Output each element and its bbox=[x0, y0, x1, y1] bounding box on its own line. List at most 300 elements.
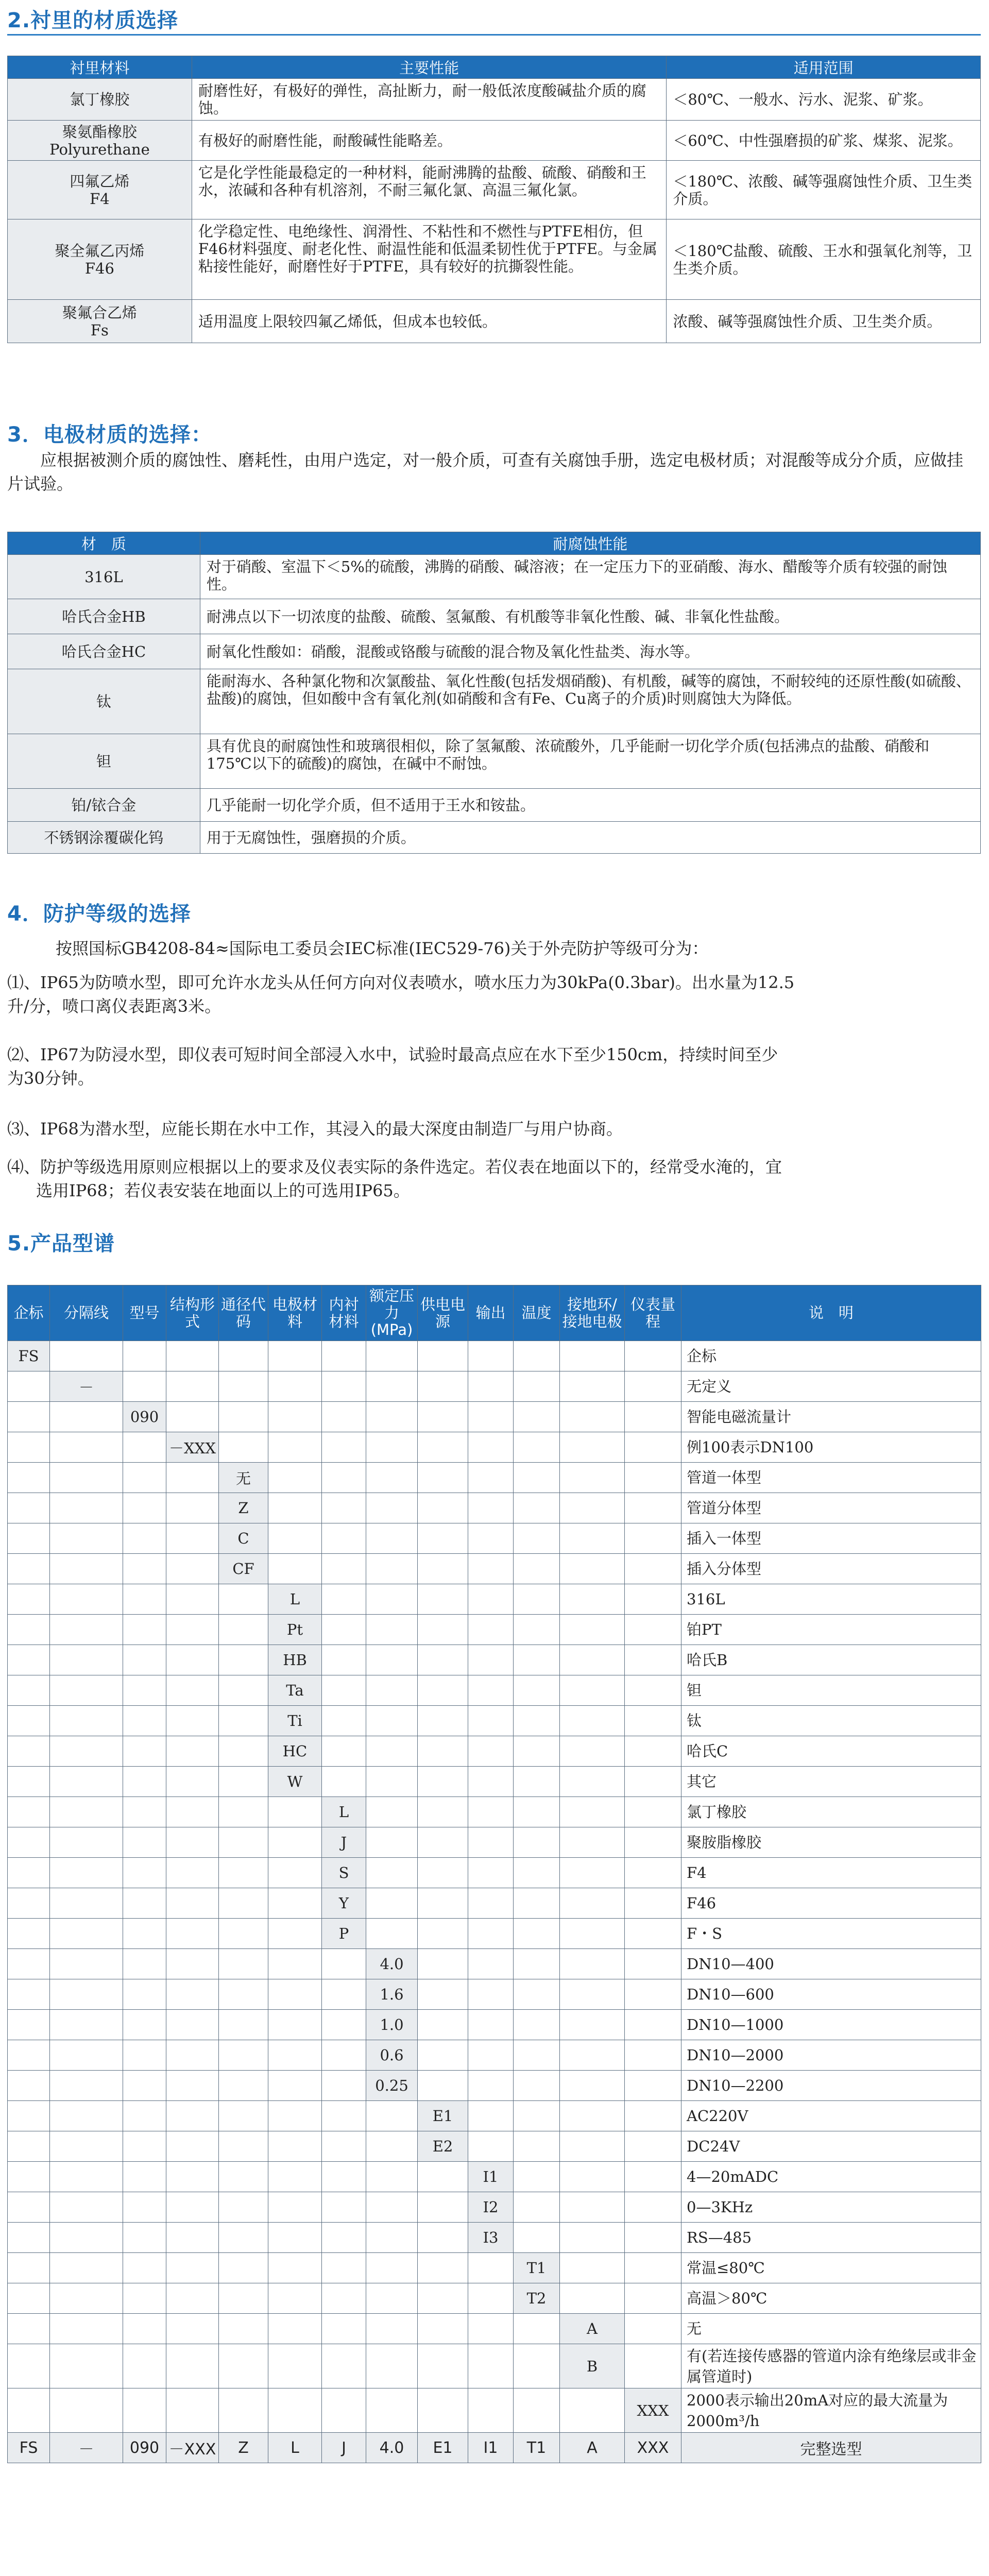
table-row bbox=[8, 121, 981, 161]
empty-cell bbox=[366, 1706, 418, 1736]
empty-cell bbox=[50, 2314, 123, 2344]
empty-cell bbox=[50, 2223, 123, 2253]
empty-cell bbox=[166, 1371, 219, 1402]
table-row bbox=[8, 1949, 981, 1979]
table-row bbox=[8, 1371, 981, 1402]
empty-cell bbox=[322, 1706, 366, 1736]
empty-cell bbox=[123, 1706, 166, 1736]
empty-cell bbox=[219, 1827, 268, 1858]
material-cell: 聚氟合乙烯 Fs bbox=[8, 300, 192, 343]
empty-cell bbox=[123, 1341, 166, 1371]
empty-cell bbox=[514, 1858, 560, 1888]
table-row bbox=[8, 300, 981, 343]
empty-cell bbox=[219, 1797, 268, 1827]
col-header: 适用范围 bbox=[667, 56, 981, 79]
empty-cell bbox=[50, 2344, 123, 2388]
empty-cell bbox=[514, 2223, 560, 2253]
empty-cell bbox=[514, 1554, 560, 1584]
empty-cell bbox=[166, 2283, 219, 2314]
empty-cell bbox=[366, 2344, 418, 2388]
empty-cell bbox=[560, 1858, 625, 1888]
empty-cell bbox=[418, 2388, 468, 2433]
empty-cell bbox=[50, 1341, 123, 1371]
item-text-cont: 为30分钟。 bbox=[7, 1069, 94, 1088]
description-cell: 铂PT bbox=[681, 1615, 981, 1645]
empty-cell bbox=[268, 1341, 322, 1371]
empty-cell bbox=[366, 1341, 418, 1371]
empty-cell bbox=[468, 2283, 514, 2314]
empty-cell bbox=[50, 1584, 123, 1615]
empty-cell bbox=[8, 1919, 50, 1949]
empty-cell bbox=[219, 1767, 268, 1797]
empty-cell bbox=[560, 1341, 625, 1371]
empty-cell bbox=[625, 2040, 681, 2071]
empty-cell bbox=[268, 2283, 322, 2314]
empty-cell bbox=[322, 2071, 366, 2101]
empty-cell bbox=[514, 1736, 560, 1767]
empty-cell bbox=[322, 1615, 366, 1645]
empty-cell bbox=[268, 2314, 322, 2344]
col-header: 分隔线 bbox=[50, 1285, 123, 1341]
empty-cell bbox=[418, 1371, 468, 1402]
empty-cell bbox=[560, 2192, 625, 2223]
empty-cell bbox=[219, 2314, 268, 2344]
empty-cell bbox=[123, 1827, 166, 1858]
empty-cell bbox=[322, 2131, 366, 2162]
empty-cell bbox=[166, 2388, 219, 2433]
final-code-cell: T1 bbox=[514, 2433, 560, 2463]
item-number: ⑴、 bbox=[7, 973, 41, 992]
empty-cell bbox=[468, 1919, 514, 1949]
empty-cell bbox=[514, 1675, 560, 1706]
empty-cell bbox=[50, 1919, 123, 1949]
empty-cell bbox=[322, 1675, 366, 1706]
empty-cell bbox=[625, 1736, 681, 1767]
table-row bbox=[8, 219, 981, 300]
section-title-model: 5.产品型谱 bbox=[7, 1232, 115, 1256]
empty-cell bbox=[366, 1554, 418, 1584]
material-cell: 钽 bbox=[8, 734, 200, 789]
empty-cell bbox=[8, 1615, 50, 1645]
empty-cell bbox=[418, 1341, 468, 1371]
empty-cell bbox=[418, 1827, 468, 1858]
description-cell: 企标 bbox=[681, 1341, 981, 1371]
empty-cell bbox=[366, 1675, 418, 1706]
empty-cell bbox=[8, 2101, 50, 2131]
empty-cell bbox=[560, 1371, 625, 1402]
section-title-lining: 2.衬里的材质选择 bbox=[7, 9, 179, 32]
empty-cell bbox=[625, 2253, 681, 2283]
empty-cell bbox=[468, 2344, 514, 2388]
empty-cell bbox=[123, 1675, 166, 1706]
empty-cell bbox=[50, 1858, 123, 1888]
empty-cell bbox=[219, 2283, 268, 2314]
empty-cell bbox=[322, 2314, 366, 2344]
empty-cell bbox=[468, 1979, 514, 2010]
empty-cell bbox=[268, 2192, 322, 2223]
table-row bbox=[8, 2010, 981, 2040]
empty-cell bbox=[268, 2162, 322, 2192]
code-cell: CF bbox=[219, 1554, 268, 1584]
empty-cell bbox=[418, 1584, 468, 1615]
material-cell: 不锈钢涂覆碳化钨 bbox=[8, 822, 200, 854]
code-cell: W bbox=[268, 1767, 322, 1797]
table-row bbox=[8, 1402, 981, 1432]
final-code-cell: FS bbox=[8, 2433, 50, 2463]
code-cell: A bbox=[560, 2314, 625, 2344]
empty-cell bbox=[219, 1341, 268, 1371]
table-row bbox=[8, 79, 981, 121]
code-cell: B bbox=[560, 2344, 625, 2388]
empty-cell bbox=[514, 1584, 560, 1615]
empty-cell bbox=[625, 2101, 681, 2131]
table-row bbox=[8, 2162, 981, 2192]
empty-cell bbox=[514, 1371, 560, 1402]
empty-cell bbox=[560, 1736, 625, 1767]
empty-cell bbox=[166, 1615, 219, 1645]
empty-cell bbox=[268, 1371, 322, 1402]
empty-cell bbox=[166, 2162, 219, 2192]
material-cell: 聚全氟乙丙烯 F46 bbox=[8, 219, 192, 300]
empty-cell bbox=[322, 1463, 366, 1493]
description-cell: 插入分体型 bbox=[681, 1554, 981, 1584]
table-row bbox=[8, 1645, 981, 1675]
table-row bbox=[8, 1341, 981, 1371]
empty-cell bbox=[123, 2162, 166, 2192]
final-code-cell: Z bbox=[219, 2433, 268, 2463]
performance-cell: 耐氧化性酸如：硝酸，混酸或铬酸与硫酸的混合物及氧化性盐类、海水等。 bbox=[200, 634, 980, 669]
table-row bbox=[8, 2101, 981, 2131]
empty-cell bbox=[468, 1615, 514, 1645]
empty-cell bbox=[219, 1675, 268, 1706]
table-row bbox=[8, 1584, 981, 1615]
empty-cell bbox=[219, 1919, 268, 1949]
empty-cell bbox=[625, 2223, 681, 2253]
empty-cell bbox=[166, 2223, 219, 2253]
empty-cell bbox=[418, 1767, 468, 1797]
empty-cell bbox=[560, 1888, 625, 1919]
empty-cell bbox=[560, 1493, 625, 1523]
empty-cell bbox=[166, 1645, 219, 1675]
empty-cell bbox=[268, 1797, 322, 1827]
empty-cell bbox=[8, 1736, 50, 1767]
table-row bbox=[8, 789, 981, 822]
empty-cell bbox=[8, 1584, 50, 1615]
empty-cell bbox=[468, 2010, 514, 2040]
code-cell: P bbox=[322, 1919, 366, 1949]
empty-cell bbox=[625, 1888, 681, 1919]
empty-cell bbox=[322, 1979, 366, 2010]
empty-cell bbox=[322, 1493, 366, 1523]
empty-cell bbox=[8, 2253, 50, 2283]
empty-cell bbox=[8, 1888, 50, 1919]
performance-cell: 化学稳定性、电绝缘性、润滑性、不粘性和不燃性与PTFE相仿，但F46材料强度、耐老化性、耐温性能和低温柔韧性优于PTFE。与金属粘接性能好，耐磨性好于PTFE，具有较好的抗撕裂性能。 bbox=[192, 219, 666, 300]
empty-cell bbox=[123, 2283, 166, 2314]
code-cell: Ta bbox=[268, 1675, 322, 1706]
empty-cell bbox=[366, 1493, 418, 1523]
empty-cell bbox=[50, 2040, 123, 2071]
table-row bbox=[8, 1858, 981, 1888]
material-cell: 氯丁橡胶 bbox=[8, 79, 192, 121]
empty-cell bbox=[123, 1767, 166, 1797]
item-number: ⑵、 bbox=[7, 1045, 41, 1064]
empty-cell bbox=[514, 2131, 560, 2162]
empty-cell bbox=[166, 1341, 219, 1371]
empty-cell bbox=[268, 2040, 322, 2071]
empty-cell bbox=[366, 2253, 418, 2283]
empty-cell bbox=[50, 1949, 123, 1979]
empty-cell bbox=[514, 1615, 560, 1645]
empty-cell bbox=[219, 1402, 268, 1432]
empty-cell bbox=[219, 1949, 268, 1979]
empty-cell bbox=[625, 1523, 681, 1554]
material-cell: 316L bbox=[8, 555, 200, 599]
scope-cell: ＜60℃、中性强磨损的矿浆、煤浆、泥浆。 bbox=[667, 121, 981, 161]
empty-cell bbox=[268, 2223, 322, 2253]
empty-cell bbox=[8, 1463, 50, 1493]
empty-cell bbox=[50, 2192, 123, 2223]
empty-cell bbox=[468, 1432, 514, 1463]
empty-cell bbox=[366, 1523, 418, 1554]
empty-cell bbox=[166, 1858, 219, 1888]
empty-cell bbox=[268, 1919, 322, 1949]
empty-cell bbox=[625, 1341, 681, 1371]
empty-cell bbox=[625, 2192, 681, 2223]
empty-cell bbox=[625, 1706, 681, 1736]
empty-cell bbox=[268, 2131, 322, 2162]
empty-cell bbox=[322, 1554, 366, 1584]
code-cell: T2 bbox=[514, 2283, 560, 2314]
final-selection-row bbox=[8, 2433, 981, 2463]
empty-cell bbox=[560, 1523, 625, 1554]
empty-cell bbox=[514, 1767, 560, 1797]
col-header: 企标 bbox=[8, 1285, 50, 1341]
empty-cell bbox=[219, 1645, 268, 1675]
empty-cell bbox=[50, 1432, 123, 1463]
code-cell: Ti bbox=[268, 1706, 322, 1736]
empty-cell bbox=[560, 1463, 625, 1493]
protection-item bbox=[7, 1117, 976, 1141]
empty-cell bbox=[123, 1463, 166, 1493]
description-cell: 智能电磁流量计 bbox=[681, 1402, 981, 1432]
table-row bbox=[8, 1919, 981, 1949]
code-cell: C bbox=[219, 1523, 268, 1554]
empty-cell bbox=[50, 1797, 123, 1827]
table-row bbox=[8, 2131, 981, 2162]
description-cell: 无定义 bbox=[681, 1371, 981, 1402]
description-cell: 无 bbox=[681, 2314, 981, 2344]
empty-cell bbox=[123, 1949, 166, 1979]
description-cell: 聚胺脂橡胶 bbox=[681, 1827, 981, 1858]
empty-cell bbox=[560, 2253, 625, 2283]
empty-cell bbox=[418, 1797, 468, 1827]
empty-cell bbox=[625, 2344, 681, 2388]
empty-cell bbox=[366, 1736, 418, 1767]
empty-cell bbox=[322, 2344, 366, 2388]
empty-cell bbox=[322, 2040, 366, 2071]
empty-cell bbox=[123, 1371, 166, 1402]
empty-cell bbox=[560, 1919, 625, 1949]
empty-cell bbox=[50, 2010, 123, 2040]
empty-cell bbox=[322, 2101, 366, 2131]
table-row bbox=[8, 1675, 981, 1706]
performance-cell: 对于硝酸、室温下＜5%的硫酸，沸腾的硝酸、碱溶液；在一定压力下的亚硝酸、海水、醋酸等介质有较强的耐蚀性。 bbox=[200, 555, 980, 599]
empty-cell bbox=[560, 1432, 625, 1463]
empty-cell bbox=[418, 2192, 468, 2223]
empty-cell bbox=[468, 2253, 514, 2283]
empty-cell bbox=[625, 1554, 681, 1584]
empty-cell bbox=[560, 1706, 625, 1736]
col-header: 接地环/接地电极 bbox=[560, 1285, 625, 1341]
empty-cell bbox=[514, 1463, 560, 1493]
empty-cell bbox=[418, 1432, 468, 1463]
final-code-cell: I1 bbox=[468, 2433, 514, 2463]
col-header: 结构形式 bbox=[166, 1285, 219, 1341]
empty-cell bbox=[560, 2283, 625, 2314]
empty-cell bbox=[468, 1463, 514, 1493]
empty-cell bbox=[625, 2131, 681, 2162]
empty-cell bbox=[366, 1402, 418, 1432]
empty-cell bbox=[123, 2314, 166, 2344]
code-cell: I2 bbox=[468, 2192, 514, 2223]
empty-cell bbox=[219, 1706, 268, 1736]
empty-cell bbox=[268, 2101, 322, 2131]
empty-cell bbox=[322, 1523, 366, 1554]
final-code-cell: XXX bbox=[625, 2433, 681, 2463]
code-cell: L bbox=[268, 1584, 322, 1615]
empty-cell bbox=[560, 1675, 625, 1706]
model-spectrum-table bbox=[7, 1285, 981, 2463]
empty-cell bbox=[322, 2388, 366, 2433]
empty-cell bbox=[625, 1827, 681, 1858]
empty-cell bbox=[219, 1979, 268, 2010]
empty-cell bbox=[268, 1858, 322, 1888]
description-cell: 常温≤80℃ bbox=[681, 2253, 981, 2283]
empty-cell bbox=[625, 1371, 681, 1402]
empty-cell bbox=[514, 1706, 560, 1736]
material-cell: 哈氏合金HB bbox=[8, 599, 200, 634]
empty-cell bbox=[50, 1888, 123, 1919]
section-title-protection: 4．防护等级的选择 bbox=[7, 902, 191, 926]
empty-cell bbox=[50, 1675, 123, 1706]
empty-cell bbox=[418, 1463, 468, 1493]
final-label-cell: 完整选型 bbox=[681, 2433, 981, 2463]
empty-cell bbox=[50, 1645, 123, 1675]
empty-cell bbox=[50, 2283, 123, 2314]
empty-cell bbox=[50, 1493, 123, 1523]
empty-cell bbox=[166, 1767, 219, 1797]
empty-cell bbox=[8, 1706, 50, 1736]
empty-cell bbox=[8, 2223, 50, 2253]
empty-cell bbox=[166, 2010, 219, 2040]
description-cell: 哈氏C bbox=[681, 1736, 981, 1767]
empty-cell bbox=[166, 2314, 219, 2344]
col-header: 衬里材料 bbox=[8, 56, 192, 79]
empty-cell bbox=[366, 1371, 418, 1402]
empty-cell bbox=[50, 1979, 123, 2010]
code-cell: Z bbox=[219, 1493, 268, 1523]
description-cell: F46 bbox=[681, 1888, 981, 1919]
empty-cell bbox=[8, 2162, 50, 2192]
performance-cell: 具有优良的耐腐蚀性和玻璃很相似，除了氢氟酸、浓硫酸外，几乎能耐一切化学介质(包括沸点的盐酸、硝酸和175℃以下的硫酸)的腐蚀，在碱中不耐蚀。 bbox=[200, 734, 980, 789]
empty-cell bbox=[418, 1919, 468, 1949]
empty-cell bbox=[625, 1402, 681, 1432]
col-header: 材 质 bbox=[8, 532, 200, 555]
item-text: IP65为防喷水型，即可允许水龙头从任何方向对仪表喷水，喷水压力为30kPa(0.3bar)。出水量为12.5 bbox=[40, 973, 795, 992]
empty-cell bbox=[268, 1888, 322, 1919]
empty-cell bbox=[8, 2344, 50, 2388]
empty-cell bbox=[514, 2314, 560, 2344]
empty-cell bbox=[560, 2223, 625, 2253]
empty-cell bbox=[468, 1797, 514, 1827]
empty-cell bbox=[166, 1463, 219, 1493]
empty-cell bbox=[514, 1979, 560, 2010]
empty-cell bbox=[322, 2162, 366, 2192]
description-cell: DN10—2200 bbox=[681, 2071, 981, 2101]
empty-cell bbox=[166, 1523, 219, 1554]
table-row bbox=[8, 1827, 981, 1858]
empty-cell bbox=[8, 2071, 50, 2101]
final-code-cell: E1 bbox=[418, 2433, 468, 2463]
empty-cell bbox=[468, 1584, 514, 1615]
performance-cell: 耐沸点以下一切浓度的盐酸、硫酸、氢氟酸、有机酸等非氧化性酸、碱、非氧化性盐酸。 bbox=[200, 599, 980, 634]
empty-cell bbox=[8, 1858, 50, 1888]
empty-cell bbox=[50, 2253, 123, 2283]
empty-cell bbox=[560, 1797, 625, 1827]
empty-cell bbox=[219, 1432, 268, 1463]
empty-cell bbox=[418, 1706, 468, 1736]
empty-cell bbox=[123, 1523, 166, 1554]
table-row bbox=[8, 822, 981, 854]
empty-cell bbox=[219, 2388, 268, 2433]
empty-cell bbox=[322, 1949, 366, 1979]
empty-cell bbox=[166, 1797, 219, 1827]
empty-cell bbox=[166, 1888, 219, 1919]
empty-cell bbox=[418, 2314, 468, 2344]
empty-cell bbox=[625, 1675, 681, 1706]
empty-cell bbox=[8, 2314, 50, 2344]
empty-cell bbox=[418, 2010, 468, 2040]
empty-cell bbox=[50, 1554, 123, 1584]
empty-cell bbox=[418, 1888, 468, 1919]
description-cell: 4—20mADC bbox=[681, 2162, 981, 2192]
performance-cell: 它是化学性能最稳定的一种材料，能耐沸腾的盐酸、硫酸、硝酸和王水，浓碱和各种有机溶剂，不耐三氟化氯、高温三氟化氯。 bbox=[192, 161, 666, 219]
final-code-cell: 4.0 bbox=[366, 2433, 418, 2463]
empty-cell bbox=[219, 2010, 268, 2040]
empty-cell bbox=[366, 1615, 418, 1645]
empty-cell bbox=[418, 2071, 468, 2101]
electrode-table bbox=[7, 532, 981, 854]
code-cell: HB bbox=[268, 1645, 322, 1675]
empty-cell bbox=[366, 2314, 418, 2344]
empty-cell bbox=[123, 1584, 166, 1615]
empty-cell bbox=[8, 2040, 50, 2071]
empty-cell bbox=[418, 1949, 468, 1979]
empty-cell bbox=[50, 1736, 123, 1767]
description-cell: DN10—2000 bbox=[681, 2040, 981, 2071]
empty-cell bbox=[8, 2283, 50, 2314]
empty-cell bbox=[322, 1432, 366, 1463]
empty-cell bbox=[8, 1675, 50, 1706]
final-code-cell: 090 bbox=[123, 2433, 166, 2463]
description-cell: F4 bbox=[681, 1858, 981, 1888]
performance-cell: 耐磨性好，有极好的弹性，高扯断力，耐一般低浓度酸碱盐介质的腐蚀。 bbox=[192, 79, 666, 121]
empty-cell bbox=[123, 2388, 166, 2433]
performance-cell: 能耐海水、各种氯化物和次氯酸盐、氧化性酸(包括发烟硝酸)、有机酸，碱等的腐蚀，不耐较纯的还原性酸(如硫酸、盐酸)的腐蚀，但如酸中含有氧化剂(如硝酸和含有Fe、Cu离子的介质)时则腐蚀大为降低。 bbox=[200, 669, 980, 734]
empty-cell bbox=[166, 2071, 219, 2101]
empty-cell bbox=[418, 1402, 468, 1432]
empty-cell bbox=[625, 1432, 681, 1463]
